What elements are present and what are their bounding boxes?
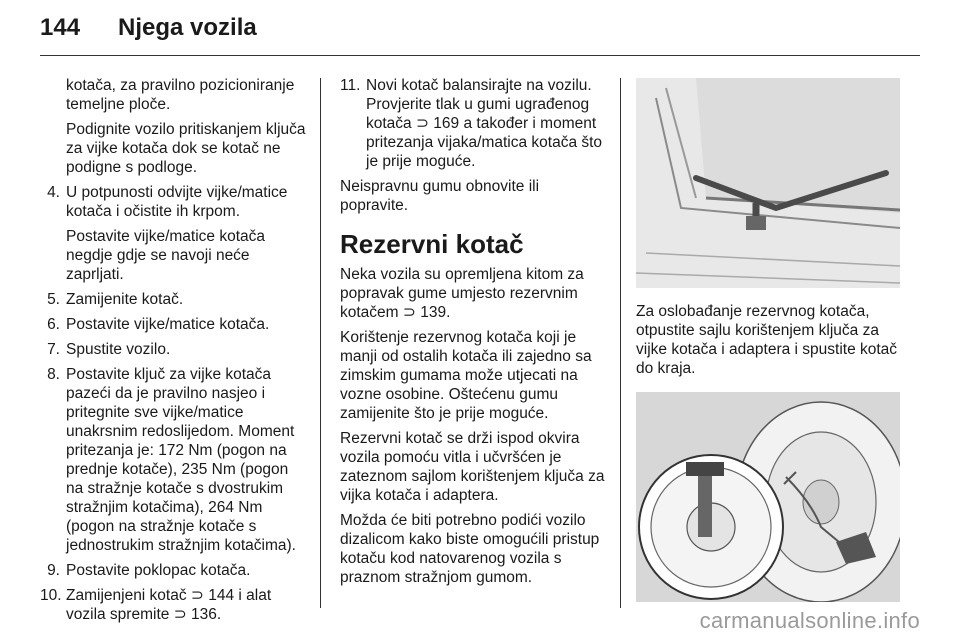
page-ref[interactable]: 169	[433, 115, 460, 132]
list-item	[40, 340, 306, 359]
list-text-part: Novi kotač balansirajte na vozilu. Provjerite tlak u gumi ugrađenog kotača	[366, 77, 592, 132]
list-item	[40, 586, 306, 624]
page-ref[interactable]: 136.	[191, 606, 222, 623]
header-rule	[40, 55, 920, 56]
list-text	[366, 76, 606, 171]
page-ref-icon: ⊃	[402, 304, 416, 321]
list-number: 8.	[47, 366, 60, 383]
list-item	[340, 76, 606, 171]
list-number: 10.	[40, 587, 62, 604]
section-heading: Rezervni kotač	[340, 229, 524, 259]
page-ref[interactable]: 144	[208, 587, 235, 604]
paragraph-holding: Rezervni kotač se drži ispod okvira vozila pomoću vitla i učvršćen je zateznom sajlom korištenjem ključa za vijka kotača i adaptera.	[340, 430, 605, 504]
page-ref-icon: ⊃	[173, 606, 187, 623]
list-subtext: Postavite vijke/matice kotača negdje gdje se navoji neće zaprljati.	[66, 228, 266, 283]
page-number: 144	[40, 14, 81, 41]
list-text: Zamijenite kotač.	[66, 291, 184, 308]
paragraph-usage: Korištenje rezervnog kotača koji je manji od ostalih kotača ili zajedno sa zimskim gumama može utjecati na vozne osobine. Oštećenu gumu zamijenite što je prije moguće.	[340, 329, 592, 422]
column-3	[636, 78, 900, 602]
list-item	[40, 290, 306, 309]
paragraph-text: Neka vozila su opremljena kitom za popravak gume umjesto rezervnim kotačem	[340, 266, 584, 321]
paragraph-repair-kit	[340, 265, 606, 322]
list-number: 5.	[47, 291, 60, 308]
list-text: Postavite poklopac kotača.	[66, 562, 251, 579]
paragraph-damaged-tyre: Neispravnu gumu obnovite ili popravite.	[340, 178, 540, 214]
list-item	[40, 365, 306, 555]
column-2	[340, 76, 606, 593]
list-text	[66, 586, 306, 624]
list-text: Postavite ključ za vijke kotača pazeći da je pravilno nasjeo i pritegnite sve vijke/matice unakrsnim redoslijedom. Moment pritezanja je: 172 Nm (pogon na prednje kotače), 235 Nm (pogon na stražnje kotače s dvostrukim stražnjim kotačima), 264 Nm (pogon na stražnje kotače s jednostrukim stražnjim kotačima).	[66, 366, 296, 554]
list-text-part: i alat vozila spremite	[66, 587, 272, 623]
list-item	[40, 315, 306, 334]
list-item	[40, 561, 306, 580]
paragraph-continued: kotača, za pravilno pozicioniranje temeljne ploče.	[66, 77, 295, 113]
list-number: 9.	[47, 562, 60, 579]
column-1	[40, 76, 306, 630]
spare-wheel-illustration-svg	[636, 392, 900, 602]
watermark: carmanualsonline.info	[699, 608, 920, 633]
wrench-illustration	[636, 78, 900, 288]
page-header	[40, 14, 920, 48]
column-divider-1	[320, 78, 321, 608]
page-title: Njega vozila	[118, 14, 257, 41]
list-number: 6.	[47, 316, 60, 333]
paragraph-lifting: Možda će biti potrebno podići vozilo dizalicom kako biste omogućili pristup kotaču kod natovarenog vozila s praznom stražnjom gumom.	[340, 512, 600, 586]
list-number: 7.	[47, 341, 60, 358]
list-text: U potpunosti odvijte vijke/matice kotača i očistite ih krpom.	[66, 184, 288, 220]
list-number: 4.	[47, 184, 60, 201]
page-ref-icon: ⊃	[190, 587, 204, 604]
figure-caption: Za oslobađanje rezervnog kotača, otpustite sajlu korištenjem ključa za vijke kotača i adaptera i spustite kotač do kraja.	[636, 303, 898, 377]
list-text-part: Zamijenjeni kotač	[66, 587, 187, 604]
list-text: Postavite vijke/matice kotača.	[66, 316, 270, 333]
page-ref[interactable]: 139.	[420, 304, 451, 321]
page-ref-icon: ⊃	[415, 115, 429, 132]
list-number: 11.	[340, 77, 361, 94]
column-divider-2	[620, 78, 621, 608]
list-text-part: a također i moment pritezanja vijaka/matica kotača što je prije moguće.	[366, 115, 603, 170]
list-item	[40, 183, 306, 284]
wrench-illustration-svg	[636, 78, 900, 288]
spare-wheel-illustration	[636, 392, 900, 602]
list-text: Spustite vozilo.	[66, 341, 171, 358]
paragraph-lift: Podignite vozilo pritiskanjem ključa za vijke kotača dok se kotač ne podigne s podloge.	[66, 121, 306, 176]
